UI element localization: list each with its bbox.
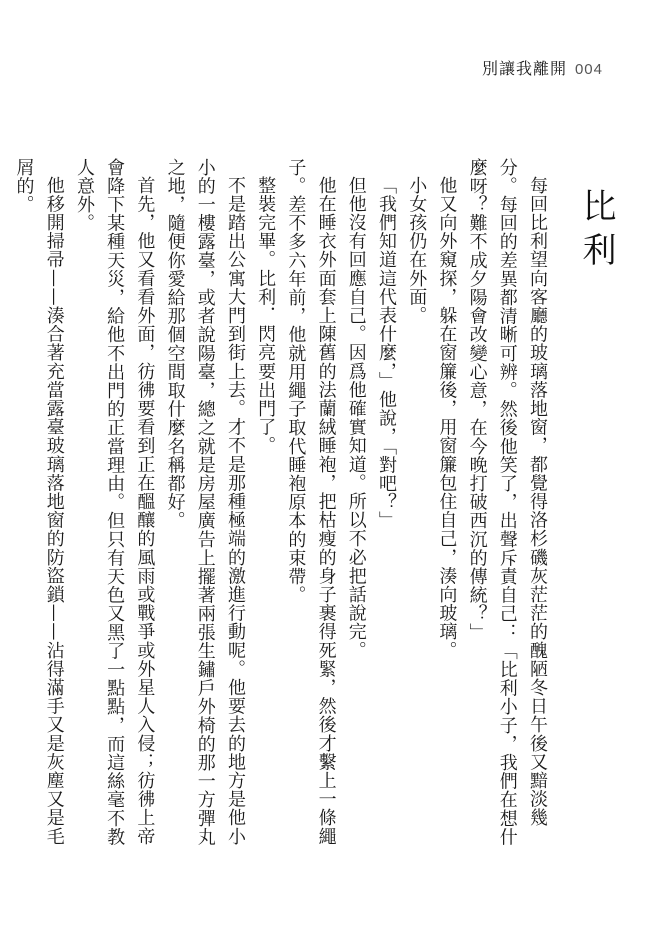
paragraph: 他又向外窺探，躲在窗簾後，用窗簾包住自己，湊向玻璃。: [436, 176, 458, 660]
body-text: [13, 158, 552, 858]
running-header: [482, 56, 603, 79]
page-number: 004: [574, 61, 603, 78]
paragraph: 但他沒有回應自己。因爲他確實知道。所以不必把話說完。: [345, 176, 367, 660]
chapter-title: 比利: [576, 188, 616, 276]
paragraph: 他移開掃帚——湊合著充當露臺玻璃落地窗的防盜鎖——沾得滿手又是灰塵又是毛屑的。: [13, 158, 65, 846]
paragraph: 整裝完畢。比利．閃亮要出門了。: [255, 176, 277, 455]
paragraph: 每回比利望向客廳的玻璃落地窗，都覺得洛杉磯灰茫茫的醜陋冬日午後又黯淡幾分。每回的差異都清晰可辨。然後他笑了，出聲斥責自己：「比利小子，我們在想什麼呀？難不成夕陽會改變心意，在今晚打破西沉的傳統？」: [466, 158, 548, 847]
book-title: 別讓我離開: [481, 59, 567, 78]
paragraph: 「我們知道這代表什麼，」他說，「對吧？」: [375, 176, 397, 530]
paragraph: 首先，他又看看外面，彷彿要看到正在醞釀的風雨或戰爭或外星人入侵；彷彿上帝會降下某種天災，給他不出門的正當理由。但只有天色又黑了一點點，而這絲毫不教人意外。: [73, 158, 156, 847]
paragraph: 小女孩仍在外面。: [406, 176, 428, 325]
paragraph: 不是踏出公寓大門到街上去。才不是那種極端的激進行動呢。他要去的地方是他小小的一樓露臺，或者說陽臺，總之就是房屋廣告上擺著兩張生鏽戶外椅的那一方彈丸之地，隨便你愛給那個空間取什麼名稱都好。: [164, 158, 246, 847]
paragraph: 他在睡衣外面套上陳舊的法蘭絨睡袍，把枯瘦的身子裹得死緊，然後才繫上一條繩子。差不多六年前，他就用繩子取代睡袍原本的束帶。: [285, 158, 337, 846]
